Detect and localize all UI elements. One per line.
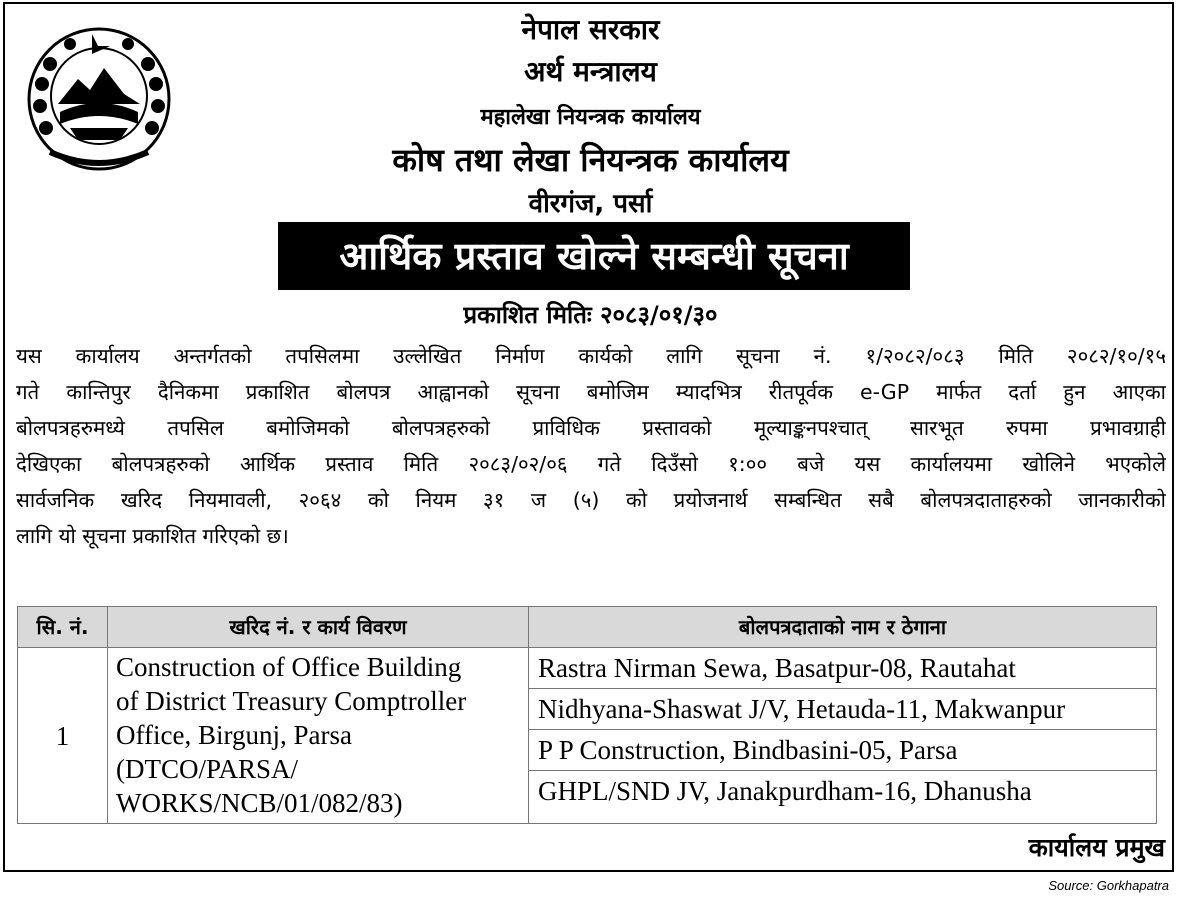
source-credit: Source: Gorkhapatra: [1048, 878, 1169, 893]
body-line: सार्वजनिक खरिद नियमावली, २०६४ को नियम ३१ ज (५) को प्रयोजनार्थ सम्बन्धित सबै बोलपत्रदाताहरुको जानकारीको: [16, 488, 1166, 512]
body-line: लागि यो सूचना प्रकाशित गरिएको छ।: [16, 524, 289, 548]
header-line-2: अर्थ मन्त्रालय: [524, 55, 657, 88]
body-line: यस कार्यालय अन्तर्गतको तपसिलमा उल्लेखित निर्माण कार्यको लागि सूचना नं. १/२०८२/०८३ मिति २०८२/१०/१५: [16, 344, 1166, 368]
header-serial-number: सि. नं.: [18, 607, 107, 647]
body-line: बोलपत्रहरुमध्ये तपसिल बमोजिमको बोलपत्रहरुको प्राविधिक प्रस्तावको मूल्याङ्कनपश्चात् सारभूत रुपमा प्रभावग्राही: [16, 416, 1166, 440]
header-line-4: कोष तथा लेखा नियन्त्रक कार्यालय: [392, 141, 789, 179]
office-chief-signature: कार्यालय प्रमुख: [1028, 833, 1165, 862]
header-line-3: महालेखा नियन्त्रक कार्यालय: [480, 105, 701, 130]
work-description-cell: Construction of Office Building of District Treasury Comptroller Office, Birgunj, Parsa (DTCO/PARSA/ WORKS/NCB/01/082/83): [116, 652, 467, 818]
bid-table: [17, 606, 1157, 824]
bidder-cell: GHPL/SND JV, Janakpurdham-16, Dhanusha: [538, 776, 1032, 806]
publish-date: प्रकाशित मितिः २०८३/०१/३०: [463, 301, 718, 329]
bidder-cell: P P Construction, Bindbasini-05, Parsa: [538, 735, 958, 765]
header-line-5: वीरगंज, पर्सा: [528, 189, 653, 219]
bidder-cell: Nidhyana-Shaswat J/V, Hetauda-11, Makwanpur: [538, 694, 1066, 724]
serial-number-cell: 1: [55, 720, 70, 751]
notice-title-banner: आर्थिक प्रस्ताव खोल्ने सम्बन्धी सूचना: [278, 222, 910, 290]
header-bidder-name-address: बोलपत्रदाताको नाम र ठेगाना: [529, 607, 1156, 647]
header-work-description: खरिद नं. र कार्य विवरण: [108, 607, 528, 647]
column-divider: [107, 607, 108, 823]
body-line: देखिएका बोलपत्रहरुको आर्थिक प्रस्ताव मिति २०८३/०२/०६ गते दिउँसो १:०० बजे यस कार्यालयमा खोलिने भएकोले: [16, 452, 1166, 476]
notice-body: [16, 338, 1166, 554]
body-line: गते कान्तिपुर दैनिकमा प्रकाशित बोलपत्र आह्वानको सूचना बमोजिम म्यादभित्र रीतपूर्वक e-GP मार्फत दर्ता हुन आएका: [16, 380, 1166, 404]
header-line-1: नेपाल सरकार: [521, 13, 660, 46]
column-divider: [528, 607, 529, 823]
bidder-cell: Rastra Nirman Sewa, Basatpur-08, Rautahat: [538, 653, 1016, 683]
